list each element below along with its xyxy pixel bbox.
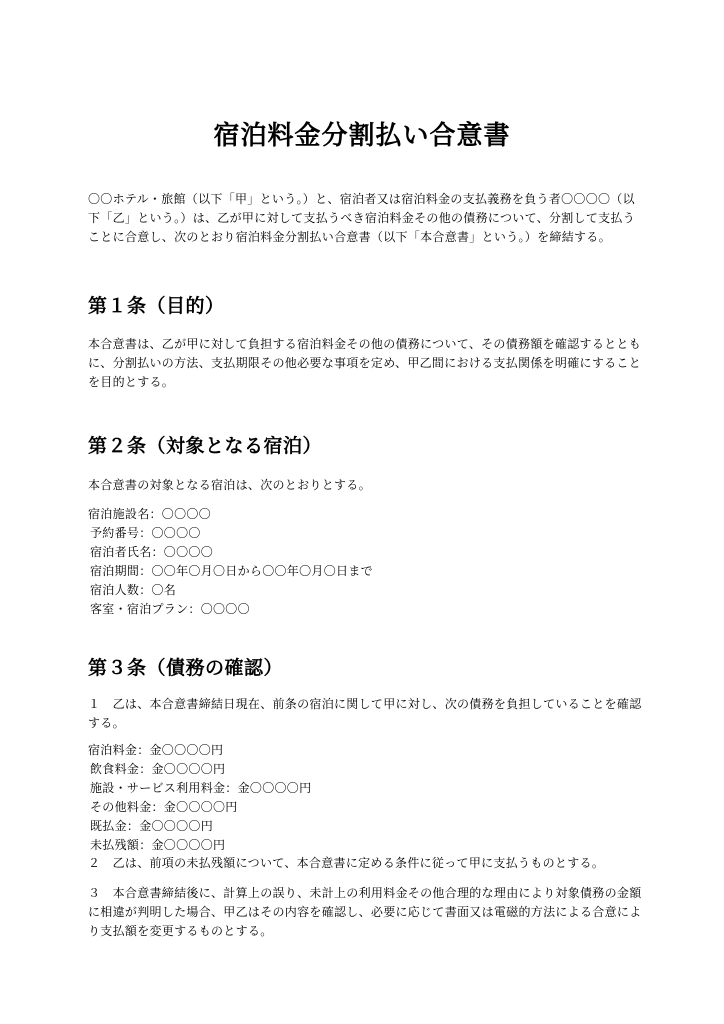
- article-3-para3-line: ３ 本合意書締結後に、計算上の誤り、未計上の利用料金その他合理的な理由により対象債務の金額: [88, 886, 642, 900]
- list-item: 宿泊人数：〇名: [90, 583, 177, 597]
- intro-line: ことに合意し、次のとおり宿泊料金分割払い合意書（以下「本合意書」という。）を締結する。: [88, 230, 611, 244]
- article-1-heading: 第１条（目的）: [88, 295, 225, 317]
- article-1-line: を目的とする。: [88, 375, 175, 389]
- list-item: 飲食料金：金〇〇〇〇円: [90, 762, 226, 776]
- article-3-debt-list: [88, 741, 648, 855]
- intro-line: 下「乙」という。）は、乙が甲に対して支払うべき宿泊料金その他の債務について、分割して支払う: [88, 211, 636, 225]
- list-item: 宿泊料金：金〇〇〇〇円: [88, 743, 224, 757]
- article-3-para2-line: ２ 乙は、前項の未払残額について、本合意書に定める条件に従って甲に支払うものとする。: [88, 856, 605, 870]
- list-item: 客室・宿泊プラン：〇〇〇〇: [90, 602, 250, 616]
- article-3-heading: 第３条（債務の確認）: [88, 657, 284, 679]
- list-item: 宿泊施設名：〇〇〇〇: [88, 507, 212, 521]
- article-2-lead: [88, 476, 648, 495]
- list-item: 宿泊者氏名：〇〇〇〇: [90, 545, 214, 559]
- list-item: 施設・サービス利用料金：金〇〇〇〇円: [90, 781, 312, 795]
- intro-line: 〇〇ホテル・旅館（以下「甲」という。）と、宿泊者又は宿泊料金の支払義務を負う者〇〇〇〇（以: [88, 192, 635, 206]
- article-3-paragraph-3: [88, 884, 648, 941]
- article-2-lead-text: 本合意書の対象となる宿泊は、次のとおりとする。: [88, 478, 371, 492]
- article-2-heading: 第２条（対象となる宿泊）: [88, 435, 323, 457]
- article-3-para1-line: する。: [88, 716, 125, 730]
- article-3-para3-line: り支払額を変更するものとする。: [88, 924, 273, 938]
- article-3-para1-line: １ 乙は、本合意書締結日現在、前条の宿泊に関して甲に対し、次の債務を負担していることを確認: [88, 697, 642, 711]
- list-item: 既払金：金〇〇〇〇円: [90, 819, 214, 833]
- article-1-body: [88, 335, 648, 392]
- article-3-paragraph-2: [88, 854, 648, 873]
- article-2-item-list: [88, 505, 648, 619]
- article-1-line: に、分割払いの方法、支払期限その他必要な事項を定め、甲乙間における支払関係を明確にすること: [88, 356, 642, 370]
- list-item: その他料金：金〇〇〇〇円: [90, 800, 238, 814]
- article-3-paragraph-1: [88, 695, 648, 733]
- list-item: 予約番号：〇〇〇〇: [90, 526, 201, 540]
- article-1-line: 本合意書は、乙が甲に対して負担する宿泊料金その他の債務について、その債務額を確認するととも: [88, 337, 642, 351]
- list-item: 宿泊期間：〇〇年〇月〇日から〇〇年〇月〇日まで: [90, 564, 373, 578]
- document-title: 宿泊料金分割払い合意書: [213, 121, 511, 151]
- intro-paragraph: [88, 190, 648, 247]
- article-3-para3-line: に相違が判明した場合、甲乙はその内容を確認し、必要に応じて書面又は電磁的方法による合意によ: [88, 905, 642, 919]
- list-item: 未払残額：金〇〇〇〇円: [90, 838, 226, 852]
